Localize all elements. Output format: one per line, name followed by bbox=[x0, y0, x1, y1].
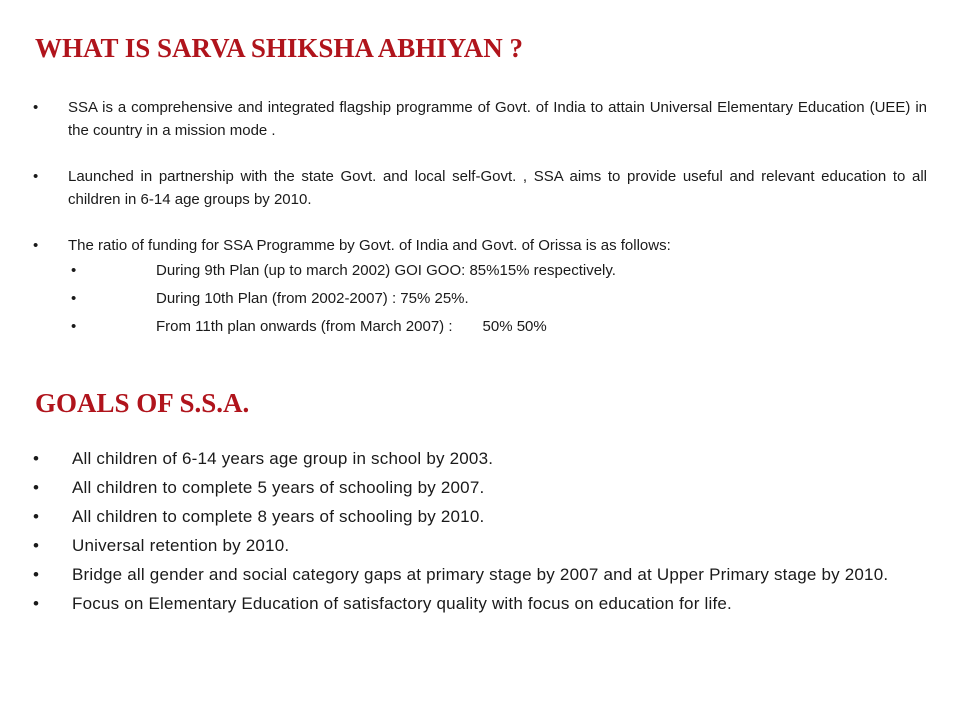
bullet-glyph: • bbox=[71, 318, 77, 335]
bullet-glyph: • bbox=[33, 565, 40, 584]
goal-text: All children to complete 8 years of schooling by 2010. bbox=[72, 507, 485, 526]
goal-item bbox=[30, 477, 927, 499]
goal-item bbox=[30, 535, 927, 557]
goal-text: All children of 6-14 years age group in school by 2003. bbox=[72, 449, 494, 468]
intro-point bbox=[30, 234, 927, 338]
funding-subpoint-text: From 11th plan onwards (from March 2007) : bbox=[156, 318, 453, 335]
funding-subpoint bbox=[68, 287, 927, 310]
intro-point bbox=[30, 96, 927, 142]
funding-subpoint-value: 50% 50% bbox=[482, 318, 547, 335]
goal-item bbox=[30, 506, 927, 528]
slide-title: WHAT IS SARVA SHIKSHA ABHIYAN ? bbox=[35, 33, 523, 63]
intro-point-text: The ratio of funding for SSA Programme by Govt. of India and Govt. of Orissa is as follows: bbox=[68, 237, 671, 254]
goal-text: Universal retention by 2010. bbox=[72, 536, 290, 555]
goals-bullet-list bbox=[30, 448, 927, 622]
goal-item bbox=[30, 448, 927, 470]
intro-point bbox=[30, 165, 927, 211]
bullet-glyph: • bbox=[33, 237, 39, 254]
bullet-glyph: • bbox=[71, 262, 77, 279]
goal-text: Focus on Elementary Education of satisfactory quality with focus on education for life. bbox=[72, 594, 732, 613]
funding-subpoint bbox=[68, 259, 927, 282]
funding-subpoint-text: During 9th Plan (up to march 2002) GOI GOO: 85%15% respectively. bbox=[156, 262, 616, 279]
bullet-glyph: • bbox=[33, 168, 39, 185]
goal-text: Bridge all gender and social category gaps at primary stage by 2007 and at Upper Primary stage by 2010. bbox=[72, 565, 889, 584]
goal-item bbox=[30, 564, 927, 586]
bullet-glyph: • bbox=[33, 478, 40, 497]
bullet-glyph: • bbox=[33, 594, 40, 613]
bullet-glyph: • bbox=[33, 99, 39, 116]
goal-text: All children to complete 5 years of schooling by 2007. bbox=[72, 478, 485, 497]
bullet-glyph: • bbox=[33, 507, 40, 526]
bullet-glyph: • bbox=[33, 536, 40, 555]
bullet-glyph: • bbox=[33, 449, 40, 468]
funding-subpoint-list bbox=[68, 259, 927, 338]
funding-subpoint bbox=[68, 315, 927, 338]
bullet-glyph: • bbox=[71, 290, 77, 307]
goal-item bbox=[30, 593, 927, 615]
intro-point-text: SSA is a comprehensive and integrated flagship programme of Govt. of India to attain Universal Elementary Education (UEE) in the country in a mission mode . bbox=[68, 99, 927, 139]
intro-bullet-list bbox=[30, 96, 927, 343]
goals-heading: GOALS OF S.S.A. bbox=[35, 388, 250, 418]
intro-point-text: Launched in partnership with the state Govt. and local self-Govt. , SSA aims to provide useful and relevant education to all children in 6-14 age groups by 2010. bbox=[68, 168, 927, 208]
funding-subpoint-text: During 10th Plan (from 2002-2007) : 75% 25%. bbox=[156, 290, 469, 307]
